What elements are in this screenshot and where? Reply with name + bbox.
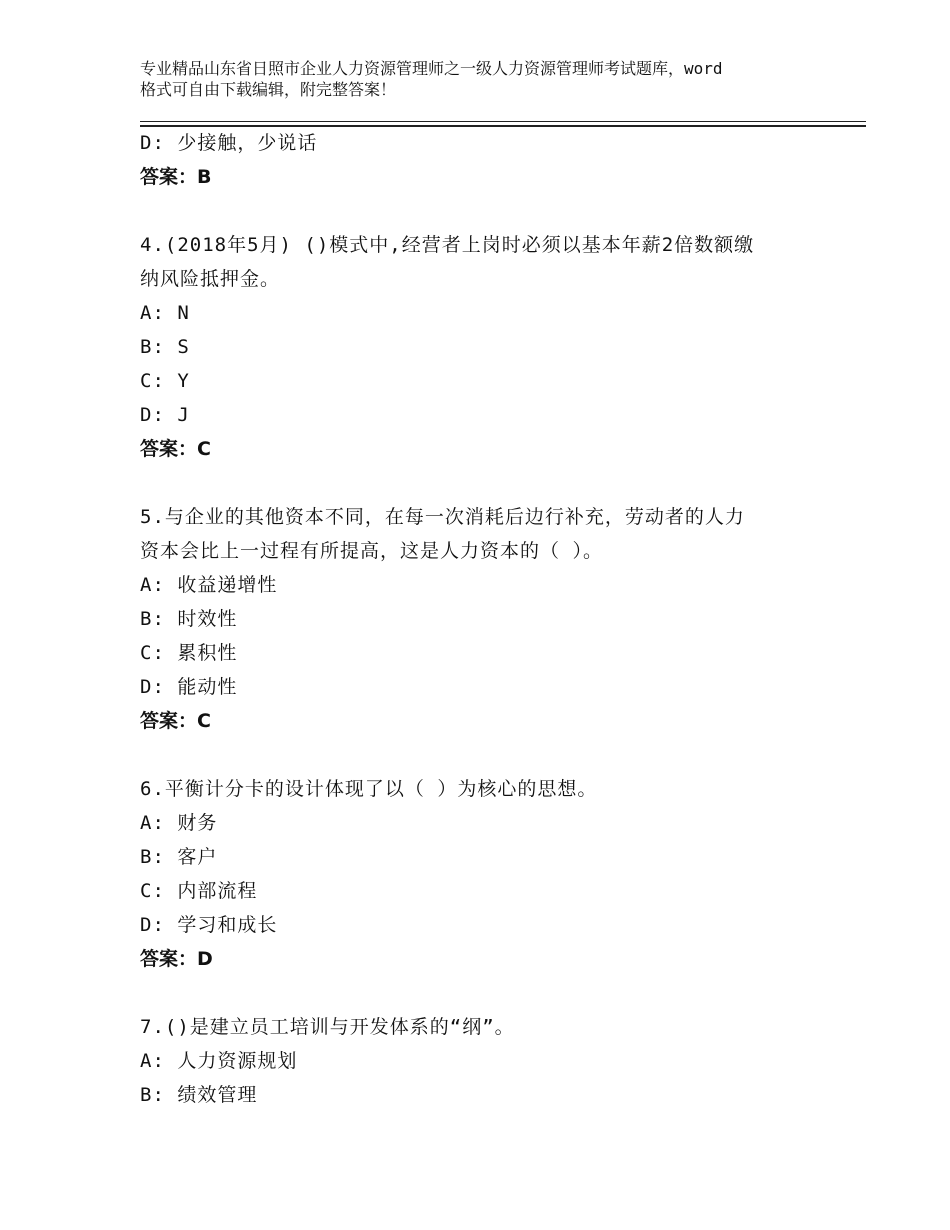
- option-d: D: 能动性: [140, 676, 238, 698]
- question-stem-line: 纳风险抵押金。: [140, 268, 281, 290]
- option-a: A: N: [140, 302, 190, 324]
- option-a: A: 财务: [140, 812, 218, 834]
- option-b: B: 绩效管理: [140, 1084, 258, 1106]
- question-fragment: [140, 126, 830, 194]
- option-a: A: 收益递增性: [140, 574, 278, 596]
- answer: 答案：D: [140, 948, 213, 970]
- question-6: [140, 772, 830, 976]
- option-a: A: 人力资源规划: [140, 1050, 298, 1072]
- question-7: [140, 1010, 830, 1112]
- question-stem-line: 7.()是建立员工培训与开发体系的“纲”。: [140, 1016, 515, 1038]
- answer: 答案：C: [140, 710, 211, 732]
- question-list: [140, 126, 830, 1112]
- header-rule-top: [140, 121, 866, 122]
- option-d: D: J: [140, 404, 190, 426]
- option-d: D: 少接触，少说话: [140, 132, 318, 154]
- document-header: [140, 58, 830, 100]
- answer: 答案：C: [140, 438, 211, 460]
- option-b: B: S: [140, 336, 190, 358]
- option-c: C: 累积性: [140, 642, 238, 664]
- question-stem-line: 5.与企业的其他资本不同，在每一次消耗后边行补充，劳动者的人力: [140, 506, 745, 528]
- answer: 答案：B: [140, 166, 212, 188]
- question-stem-line: 4.(2018年5月) ()模式中,经营者上岗时必须以基本年薪2倍数额缴: [140, 234, 755, 256]
- header-line-1: 专业精品山东省日照市企业人力资源管理师之一级人力资源管理师考试题库，word: [140, 59, 723, 78]
- question-stem-line: 6.平衡计分卡的设计体现了以（ ）为核心的思想。: [140, 778, 598, 800]
- option-c: C: Y: [140, 370, 190, 392]
- option-d: D: 学习和成长: [140, 914, 278, 936]
- header-line-2: 格式可自由下载编辑，附完整答案！: [140, 80, 397, 99]
- option-b: B: 时效性: [140, 608, 238, 630]
- question-stem-line: 资本会比上一过程有所提高，这是人力资本的（ ）。: [140, 540, 603, 562]
- option-b: B: 客户: [140, 846, 218, 868]
- question-5: [140, 500, 830, 738]
- option-c: C: 内部流程: [140, 880, 258, 902]
- question-4: [140, 228, 830, 466]
